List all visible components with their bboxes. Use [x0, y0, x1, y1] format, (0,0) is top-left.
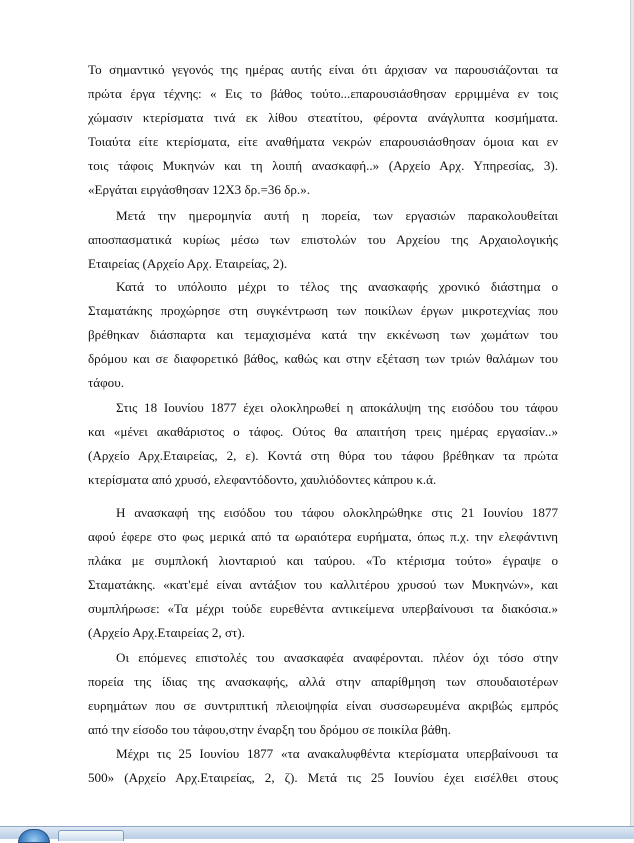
text-line: Μετά την ημερομηνία αυτή η πορεία, των εργασιών παρακολουθείται — [116, 208, 558, 223]
text-line: (Αρχείο Αρχ.Εταιρείας, 2, ε). Κοντά στη θύρα του τάφου βρέθηκαν τα πρώτα — [88, 448, 558, 463]
document-page — [88, 0, 558, 826]
text-line: Σταματάκης. «κατ'εμέ είναι αντάξιον του καλλιτέρου χρυσού των Μυκηνών», και — [88, 577, 558, 592]
text-line: ευρημάτων που σε συντριπτική πλειοψηφία είναι συσσωρευμένα ακριβώς εμπρός — [88, 698, 558, 713]
text-line: Οι επόμενες επιστολές του ανασκαφέα αναφέρονται. πλέον όχι τόσο στην — [116, 650, 558, 665]
text-line: βρέθηκαν διάσπαρτα και τεμαχισμένα κατά την εκκένωση των χωμάτων του — [88, 327, 558, 342]
paragraph — [88, 646, 558, 742]
text-line: δρόμου και σε διαφορετικό βάθος, καθώς και στην εξέταση των τριών θαλάμων του — [88, 351, 558, 366]
paragraph — [88, 501, 558, 645]
text-line: Η ανασκαφή της εισόδου του τάφου ολοκληρώθηκε στις 21 Ιουνίου 1877 — [116, 505, 558, 520]
text-line: και «μένει ακαθάριστος ο τάφος. Ούτος θα απαιτήση τρεις ημέρας εργασίαν..» — [88, 424, 558, 439]
text-line: αποσπασματικά κυρίως μέσω των επιστολών του Αρχείου της Αρχαιολογικής — [88, 232, 558, 247]
text-line: από την είσοδο του τάφου,στην έναρξη του δρόμου σε ποικίλα βάθη. — [88, 722, 452, 737]
text-line: Εταιρείας (Αρχείο Αρχ. Εταιρείας, 2). — [88, 256, 288, 271]
paragraph — [88, 742, 558, 790]
text-line: συμπλήρωσε: «Τα μέχρι τούδε ευρεθέντα αντικείμενα υπερβαίνουσι τα διακόσια.» — [88, 601, 558, 616]
text-line: κτερίσματα από χρυσό, ελεφαντόδοντο, χαυλιόδοντες κάπρου κ.ά. — [88, 472, 437, 487]
text-line: πορεία της ίδιας της ανασκαφής, αλλά στην απαρίθμηση των σπουδαιοτέρων — [88, 674, 558, 689]
page-right-edge — [630, 0, 634, 826]
text-line: Κατά το υπόλοιπο μέχρι το τέλος της ανασκαφής χρονικό διάστημα ο — [116, 279, 558, 294]
text-line: Μέχρι τις 25 Ιουνίου 1877 «τα ανακαλυφθέντα κτερίσματα υπερβαίνουσι τα — [116, 746, 558, 761]
text-line: αφού έφερε στο φως μερικά από τα ωραιότερα ευρήματα, όπως π.χ. την ελεφάντινη — [88, 529, 558, 544]
text-line: πλάκα με συμπλοκή λιονταριού και ταύρου. «Το κτέρισμα τούτο» έγραψε ο — [88, 553, 558, 568]
text-line: Σταματάκης προχώρησε στη συγκέντρωση των ποικίλων έργων μικροτεχνίας που — [88, 303, 558, 318]
text-line: χώμασιν κτερίσματα τινά εκ λίθου στεατίτου, φέροντα ανάγλυπτα κοσμήματα. — [88, 110, 558, 125]
text-line: πρώτα έργα τέχνης: « Εις το βάθος τούτο...επαρουσιάσθησαν ερριμμένα εν τοις — [88, 86, 558, 101]
text-line: Στις 18 Ιουνίου 1877 έχει ολοκληρωθεί η αποκάλυψη της εισόδου του τάφου — [116, 400, 558, 415]
text-line: «Εργάται ειργάσθησαν 12Χ3 δρ.=36 δρ.». — [88, 182, 311, 197]
taskbar-window-button[interactable] — [58, 830, 124, 841]
paragraph — [88, 58, 558, 202]
paragraph — [88, 204, 558, 276]
text-line: τάφου. — [88, 375, 124, 390]
start-button[interactable] — [18, 829, 50, 843]
text-line: (Αρχείο Αρχ.Εταιρείας 2, στ). — [88, 625, 245, 640]
text-line: τοις τάφοις Μυκηνών και τη λοιπή ανασκαφή..» (Αρχείο Αρχ. Υπηρεσίας, 3). — [88, 158, 558, 173]
paragraph — [88, 396, 558, 492]
text-line: 500» (Αρχείο Αρχ.Εταιρείας, 2, ζ). Μετά τις 25 Ιουνίου έχει εισέλθει στους — [88, 770, 558, 785]
paragraph — [88, 275, 558, 395]
text-line: Τοιαύτα είτε κτερίσματα, είτε αναθήματα νεκρών επαρουσιάσθησαν όμοια και εν — [88, 134, 558, 149]
text-line: Το σημαντικό γεγονός της ημέρας αυτής είναι ότι άρχισαν να παρουσιάζονται τα — [88, 62, 558, 77]
taskbar — [0, 826, 634, 839]
